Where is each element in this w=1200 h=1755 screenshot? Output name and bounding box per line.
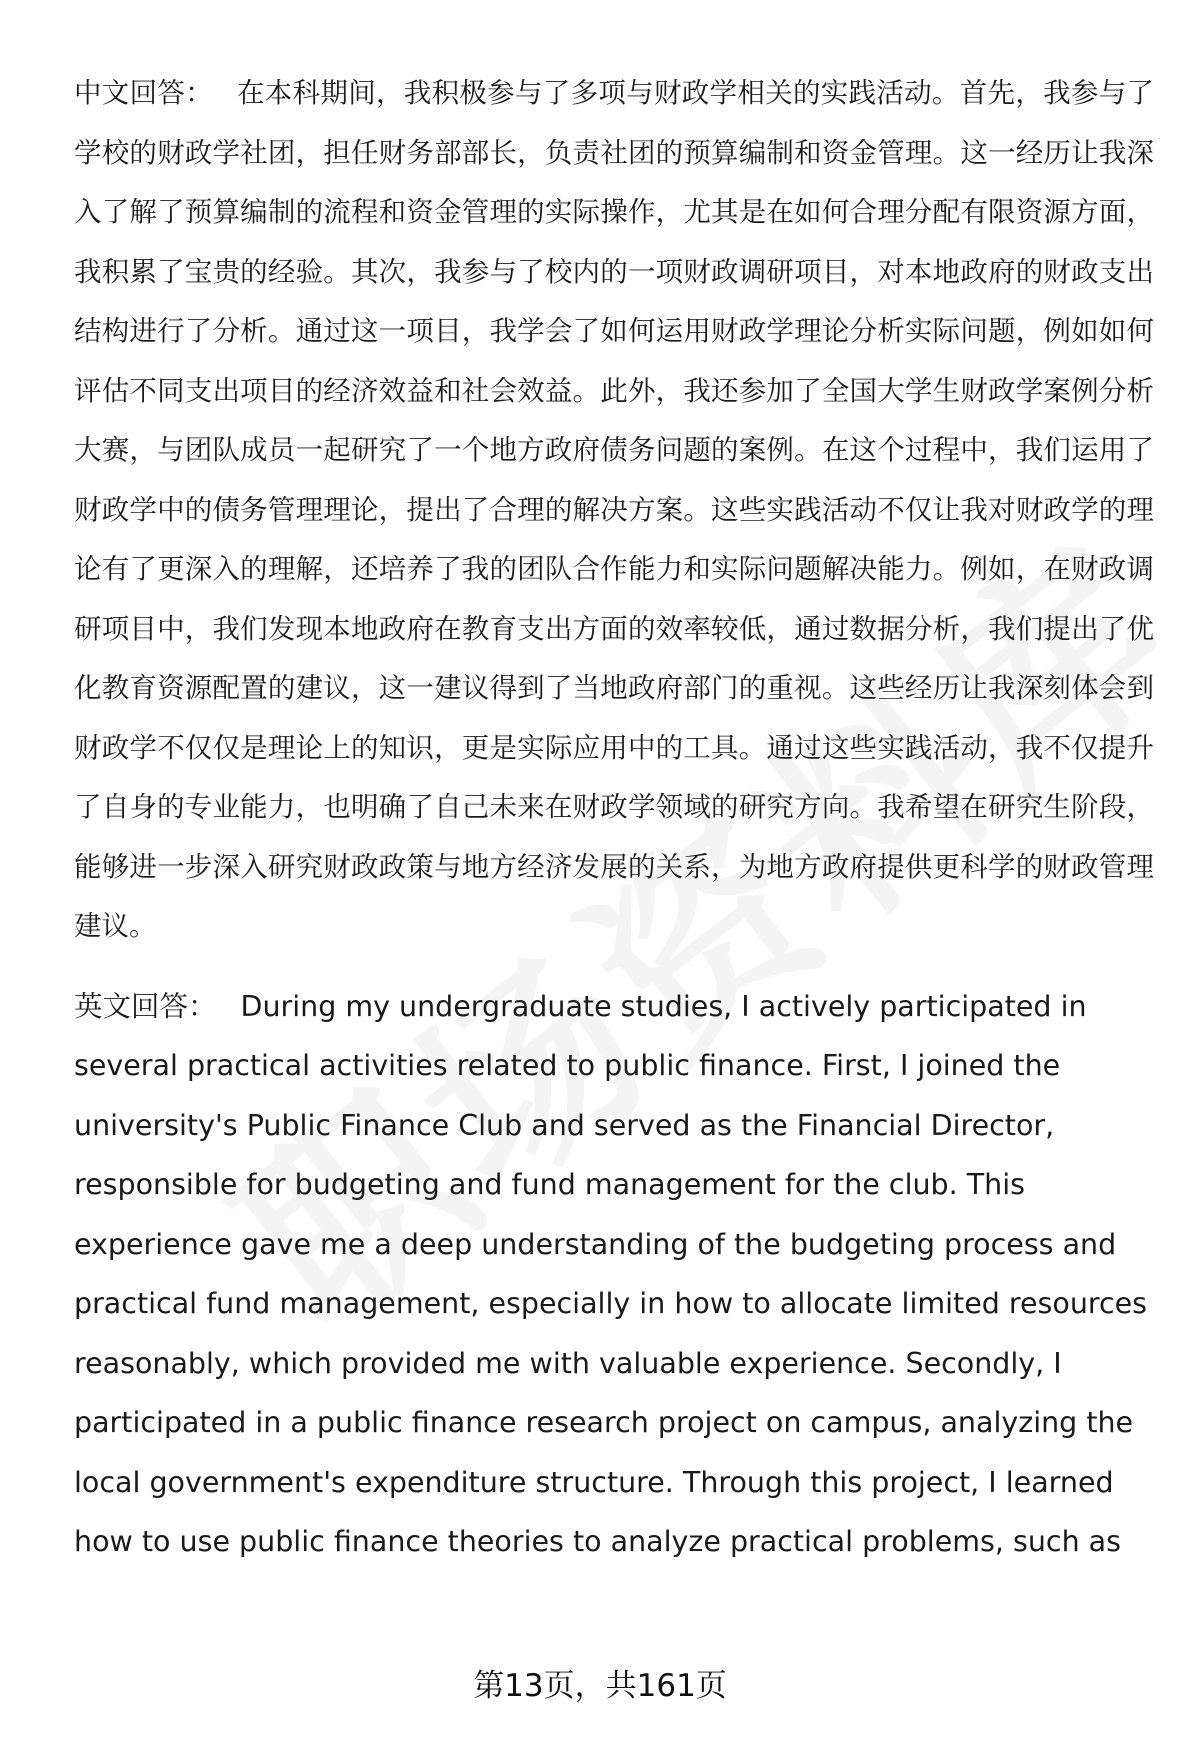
english-answer-paragraph — [74, 977, 1154, 1572]
english-answer-text: During my undergraduate studies, I actively participated in several practical activities related to public finance. First, I joined the university's Public Finance Club and served as the Financial Director, responsible for budgeting and fund management for the club. This experience gave me a deep understanding of the budgeting process and practical fund management, especially in how to allocate limited resources reasonably, which provided me with valuable experience. Secondly, I participated in a public finance research project on campus, analyzing the local government's expenditure structure. Through this project, I learned how to use public finance theories to analyze practical problems, such as — [74, 989, 1148, 1558]
chinese-answer-paragraph — [74, 64, 1154, 957]
page-number-footer: 第13页，共161页 — [473, 1668, 727, 1704]
chinese-answer-text: 在本科期间，我积极参与了多项与财政学相关的实践活动。首先，我参与了学校的财政学社团，担任财务部部长，负责社团的预算编制和资金管理。这一经历让我深入了解了预算编制的流程和资金管理的实际操作，尤其是在如何合理分配有限资源方面，我积累了宝贵的经验。其次，我参与了校内的一项财政调研项目，对本地政府的财政支出结构进行了分析。通过这一项目，我学会了如何运用财政学理论分析实际问题，例如如何评估不同支出项目的经济效益和社会效益。此外，我还参加了全国大学生财政学案例分析大赛，与团队成员一起研究了一个地方政府债务问题的案例。在这个过程中，我们运用了财政学中的债务管理理论，提出了合理的解决方案。这些实践活动不仅让我对财政学的理论有了更深入的理解，还培养了我的团队合作能力和实际问题解决能力。例如，在财政调研项目中，我们发现本地政府在教育支出方面的效率较低，通过数据分析，我们提出了优化教育资源配置的建议，这一建议得到了当地政府部门的重视。这些经历让我深刻体会到财政学不仅仅是理论上的知识，更是实际应用中的工具。通过这些实践活动，我不仅提升了自身的专业能力，也明确了自己未来在财政学领域的研究方向。我希望在研究生阶段，能够进一步深入研究财政政策与地方经济发展的关系，为地方政府提供更科学的财政管理建议。 — [74, 77, 1155, 942]
document-body — [74, 64, 1154, 1572]
english-answer-label: 英文回答： — [74, 989, 217, 1023]
chinese-answer-label: 中文回答： — [74, 77, 213, 109]
